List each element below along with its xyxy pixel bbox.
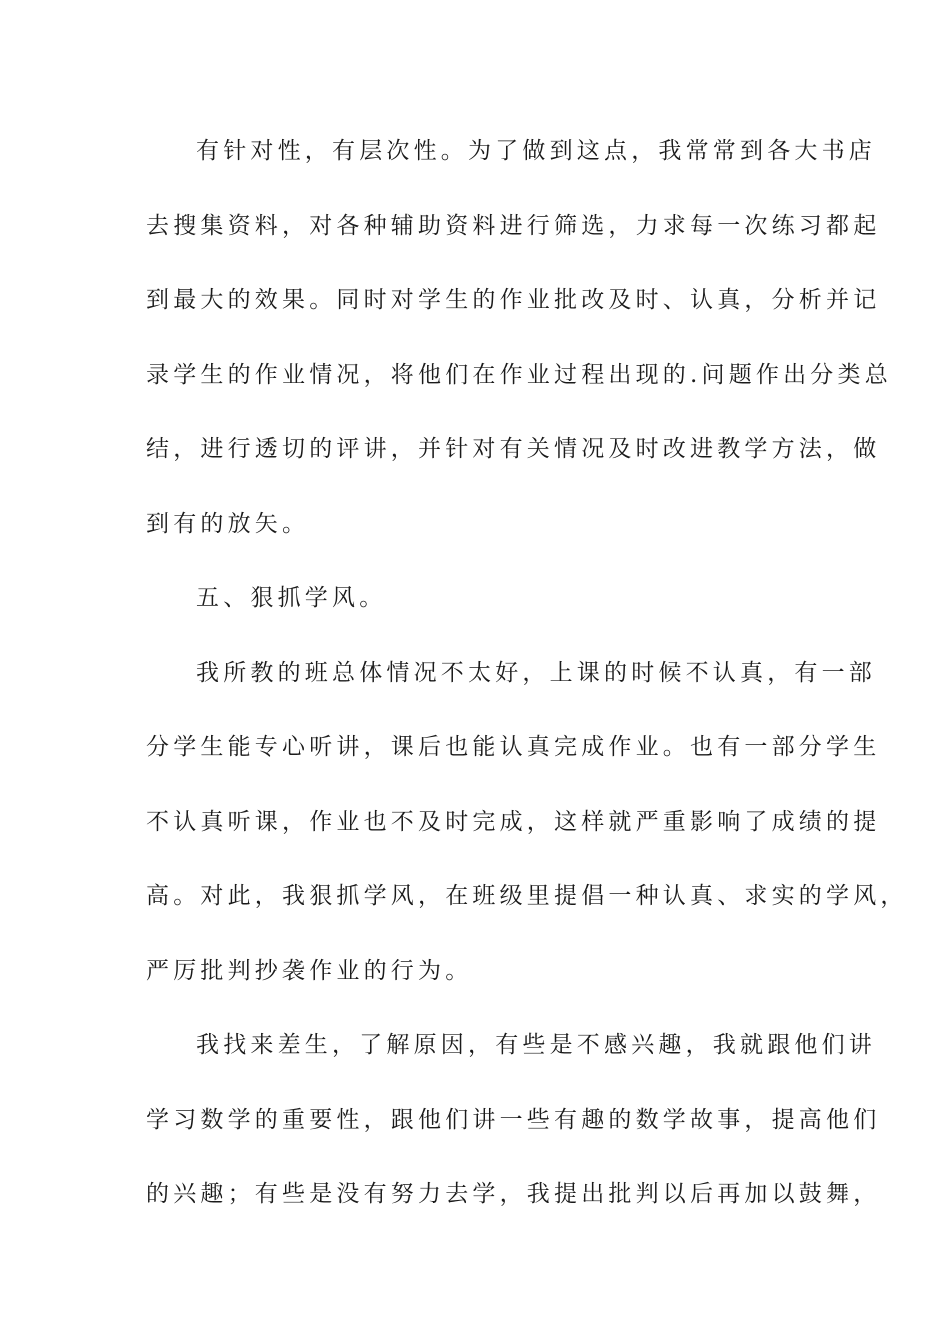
text-line-1: 有针对性，有层次性。为了做到这点，我常常到各大书店 — [196, 138, 876, 164]
text-line-4: 录学生的作业情况，将他们在作业过程出现的.问题作出分类总 — [146, 361, 892, 388]
text-line-9: 分学生能专心听讲，课后也能认真完成作业。也有一部分学生 — [146, 734, 881, 760]
text-line-10: 不认真听课，作业也不及时完成，这样就严重影响了成绩的提 — [146, 808, 881, 835]
text-line-14: 学习数学的重要性，跟他们讲一些有趣的数学故事，提高他们 — [146, 1106, 881, 1133]
text-line-5: 结，进行透切的评讲，并针对有关情况及时改进教学方法，做 — [146, 436, 881, 462]
text-line-11: 高。对此，我狠抓学风，在班级里提倡一种认真、求实的学风， — [146, 883, 908, 909]
text-line-6: 到有的放矢。 — [146, 510, 310, 537]
text-line-8: 我所教的班总体情况不太好，上课的时候不认真，有一部 — [196, 659, 876, 686]
text-line-12: 严厉批判抄袭作业的行为。 — [146, 957, 473, 984]
document-body — [146, 129, 908, 1247]
text-line-13: 我找来差生，了解原因，有些是不感兴趣，我就跟他们讲 — [196, 1032, 876, 1058]
text-line-2: 去搜集资料，对各种辅助资料进行筛选，力求每一次练习都起 — [146, 212, 881, 239]
text-line-3: 到最大的效果。同时对学生的作业批改及时、认真，分析并记 — [146, 287, 881, 313]
text-line-15: 的兴趣；有些是没有努力去学，我提出批判以后再加以鼓舞， — [146, 1181, 881, 1207]
section-heading: 五、狠抓学风。 — [196, 585, 387, 611]
